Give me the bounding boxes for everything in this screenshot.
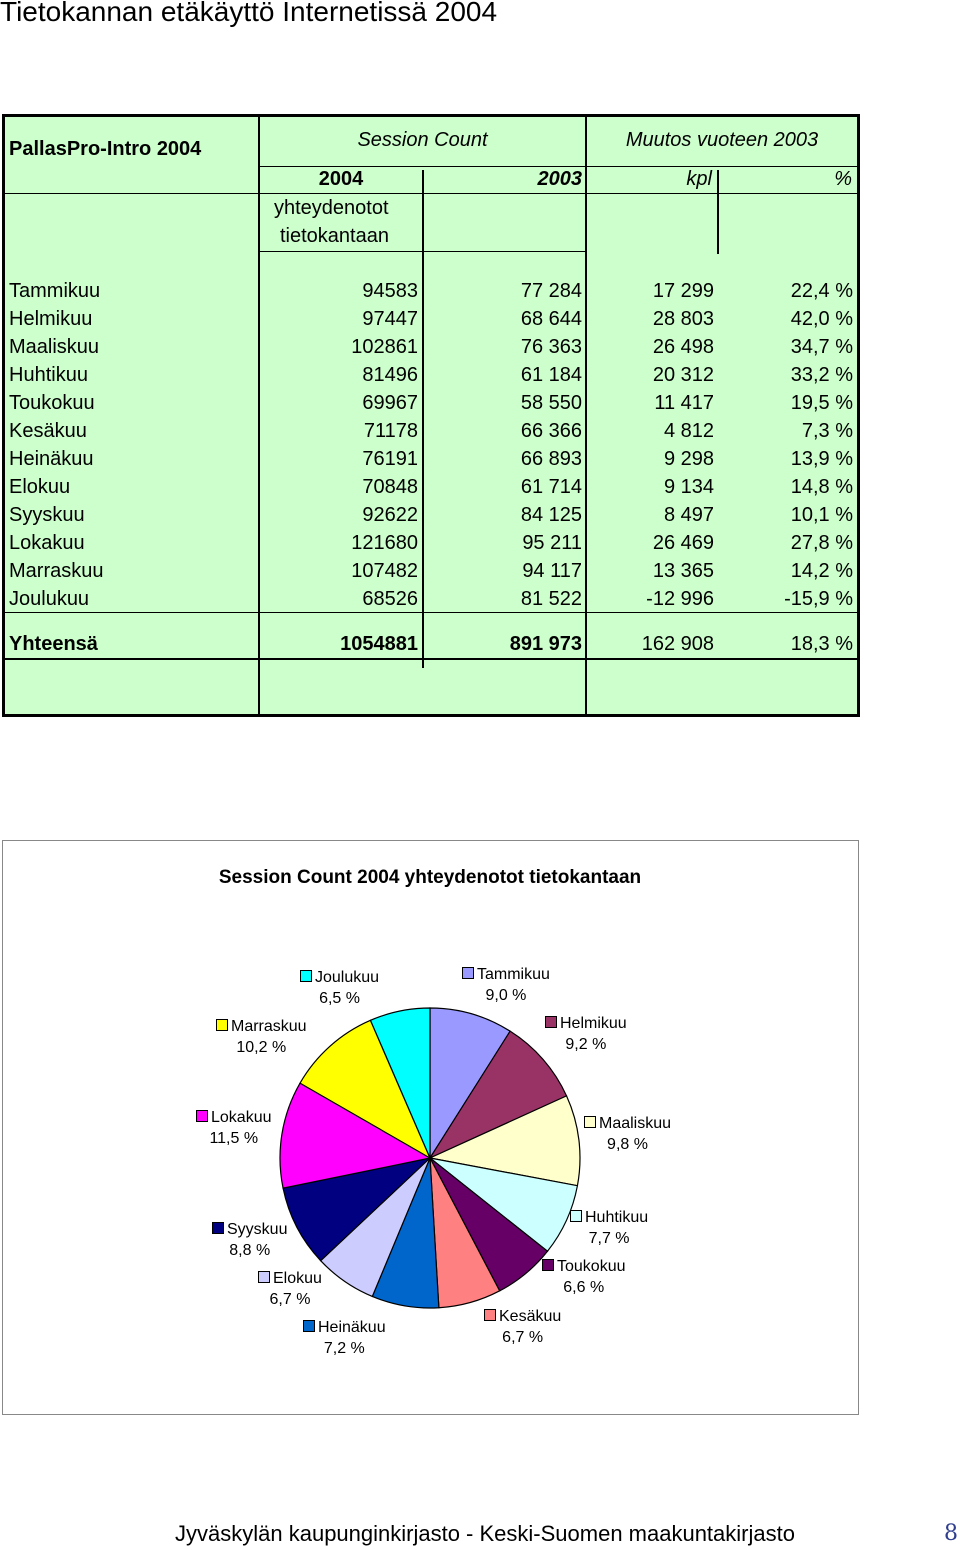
table-cell-y2004: 68526: [362, 588, 418, 610]
pie-label: [212, 1219, 287, 1261]
table-cell-y2003: 61 714: [520, 476, 582, 498]
table-cell-y2004: 97447: [362, 308, 418, 330]
table-cell-kpl: 20 312: [652, 364, 714, 386]
table-cell-pct: 10,1 %: [790, 504, 853, 526]
table-cell-month: Maaliskuu: [9, 336, 100, 358]
table-cell-kpl: -12 996: [646, 588, 714, 610]
pie-label: [300, 967, 379, 1009]
pie-label: [584, 1113, 671, 1155]
legend-swatch: [300, 970, 312, 982]
table-cell-pct: 34,7 %: [790, 336, 853, 358]
table-cell-y2003: 61 184: [520, 364, 582, 386]
table-cell-y2003: 94 117: [522, 560, 582, 582]
pie-label-name: Syyskuu: [227, 1221, 288, 1238]
legend-swatch: [216, 1019, 228, 1031]
pie-label: [258, 1268, 322, 1310]
pie-label: [303, 1317, 386, 1359]
table-cell-pct: 14,8 %: [790, 476, 853, 498]
table-cell-pct: -15,9 %: [784, 588, 853, 610]
footer: Jyväskylän kaupunginkirjasto - Keski-Suomen maakuntakirjasto: [175, 1521, 795, 1546]
col-2003-header: 2003: [537, 168, 582, 190]
table-cell-month: Helmikuu: [9, 308, 93, 330]
total-label: Yhteensä: [9, 633, 98, 655]
table-cell-pct: 7,3 %: [801, 420, 853, 442]
pie-label-percent: 9,0 %: [485, 987, 527, 1004]
pie-label-percent: 7,7 %: [588, 1230, 630, 1247]
subheader-line2: tietokantaan: [280, 225, 389, 247]
legend-swatch: [584, 1116, 596, 1128]
table-cell-kpl: 26 469: [652, 532, 714, 554]
change-header: Muutos vuoteen 2003: [625, 129, 819, 151]
table-cell-kpl: 13 365: [652, 560, 714, 582]
pie-label-name: Heinäkuu: [318, 1319, 386, 1336]
total-pct: 18,3 %: [790, 633, 853, 655]
pie-label-name: Tammikuu: [477, 966, 550, 983]
table-cell-y2004: 71178: [363, 420, 418, 442]
pie-label: [570, 1207, 648, 1249]
pie-label-percent: 6,7 %: [269, 1291, 311, 1308]
table-cell-month: Heinäkuu: [9, 448, 94, 470]
legend-swatch: [545, 1016, 557, 1028]
page-title: Tietokannan etäkäyttö Internetissä 2004: [0, 0, 498, 27]
subheader-line1: yhteydenotot: [274, 197, 389, 219]
table-cell-y2004: 76191: [362, 448, 418, 470]
pie-label-percent: 7,2 %: [323, 1340, 365, 1357]
table-cell-kpl: 17 299: [652, 280, 714, 302]
table-cell-month: Kesäkuu: [9, 420, 87, 442]
legend-swatch: [462, 967, 474, 979]
table-cell-month: Tammikuu: [9, 280, 101, 302]
table-cell-month: Elokuu: [9, 476, 71, 498]
table-cell-pct: 42,0 %: [790, 308, 853, 330]
col-kpl-header: kpl: [686, 168, 712, 190]
table-cell-y2003: 81 522: [520, 588, 582, 610]
legend-swatch: [570, 1210, 582, 1222]
table-cell-y2004: 70848: [362, 476, 418, 498]
pie-label-percent: 6,6 %: [563, 1279, 605, 1296]
pie-label-name: Helmikuu: [560, 1015, 627, 1032]
col-2004-header: 2004: [318, 168, 364, 190]
pie-label-name: Kesäkuu: [499, 1308, 562, 1325]
table-cell-y2003: 58 550: [520, 392, 582, 414]
table-cell-y2004: 121680: [351, 532, 418, 554]
legend-swatch: [542, 1259, 554, 1271]
table-cell-kpl: 4 812: [663, 420, 714, 442]
table-name: PallasPro-Intro 2004: [9, 138, 202, 160]
table-cell-month: Syyskuu: [9, 504, 85, 526]
pie-label: [545, 1013, 627, 1055]
table-cell-pct: 27,8 %: [790, 532, 853, 554]
table-cell-kpl: 9 134: [663, 476, 714, 498]
table-cell-kpl: 11 417: [654, 392, 714, 414]
table-cell-month: Joulukuu: [9, 588, 90, 610]
table-cell-pct: 14,2 %: [790, 560, 853, 582]
legend-swatch: [212, 1222, 224, 1234]
legend-swatch: [196, 1110, 208, 1122]
pie-label-percent: 6,5 %: [319, 990, 360, 1007]
pie-label: [216, 1016, 307, 1058]
col-pct-header: %: [834, 168, 852, 190]
pie-label-name: Lokakuu: [211, 1109, 272, 1126]
chart-title: Session Count 2004 yhteydenotot tietokantaan: [218, 867, 642, 888]
table-cell-y2004: 107482: [351, 560, 418, 582]
session-count-header: Session Count: [357, 129, 488, 151]
legend-swatch: [484, 1309, 496, 1321]
pie-label-percent: 10,2 %: [236, 1039, 287, 1056]
pie-label-name: Elokuu: [273, 1270, 322, 1287]
table-cell-y2003: 95 211: [522, 532, 582, 554]
pie-label-percent: 9,2 %: [565, 1036, 607, 1053]
table-cell-month: Huhtikuu: [9, 364, 88, 386]
table-cell-month: Toukokuu: [9, 392, 95, 414]
legend-swatch: [258, 1271, 270, 1283]
table-cell-kpl: 28 803: [652, 308, 714, 330]
table-cell-pct: 19,5 %: [790, 392, 853, 414]
pie-label-name: Toukokuu: [557, 1258, 626, 1275]
total-2003: 891 973: [509, 633, 582, 655]
table-cell-y2003: 66 893: [520, 448, 582, 470]
pie-label-percent: 6,7 %: [502, 1329, 544, 1346]
pie-label-name: Huhtikuu: [585, 1209, 649, 1226]
table-cell-y2003: 76 363: [520, 336, 582, 358]
table-cell-y2003: 68 644: [520, 308, 582, 330]
pie-label-name: Joulukuu: [315, 969, 380, 986]
table-cell-month: Lokakuu: [9, 532, 85, 554]
table-cell-y2003: 66 366: [520, 420, 582, 442]
pie-label-name: Marraskuu: [231, 1018, 307, 1035]
pie-label: [484, 1306, 561, 1348]
table-cell-y2003: 77 284: [520, 280, 582, 302]
table-cell-pct: 13,9 %: [790, 448, 853, 470]
pie-label-percent: 9,8 %: [607, 1136, 648, 1153]
total-2004: 1054881: [340, 633, 418, 655]
pie-label-percent: 11,5 %: [209, 1130, 259, 1147]
table-cell-kpl: 9 298: [663, 448, 714, 470]
pie-label: [462, 964, 550, 1006]
table-cell-y2004: 69967: [362, 392, 418, 414]
table-cell-y2003: 84 125: [520, 504, 582, 526]
pie-label: [196, 1107, 272, 1149]
pie-label-name: Maaliskuu: [599, 1115, 672, 1132]
table-cell-pct: 22,4 %: [790, 280, 853, 302]
pie-label: [542, 1256, 626, 1298]
table-cell-y2004: 92622: [362, 504, 418, 526]
total-kpl: 162 908: [641, 633, 714, 655]
legend-swatch: [303, 1320, 315, 1332]
table-cell-pct: 33,2 %: [790, 364, 853, 386]
page-number: 8: [944, 1521, 958, 1546]
table-cell-y2004: 102861: [351, 336, 418, 358]
table-cell-month: Marraskuu: [9, 560, 104, 582]
table-cell-kpl: 26 498: [652, 336, 714, 358]
table-cell-kpl: 8 497: [663, 504, 714, 526]
pie-label-percent: 8,8 %: [229, 1242, 271, 1259]
table-cell-y2004: 94583: [362, 280, 418, 302]
table-cell-y2004: 81496: [362, 364, 418, 386]
